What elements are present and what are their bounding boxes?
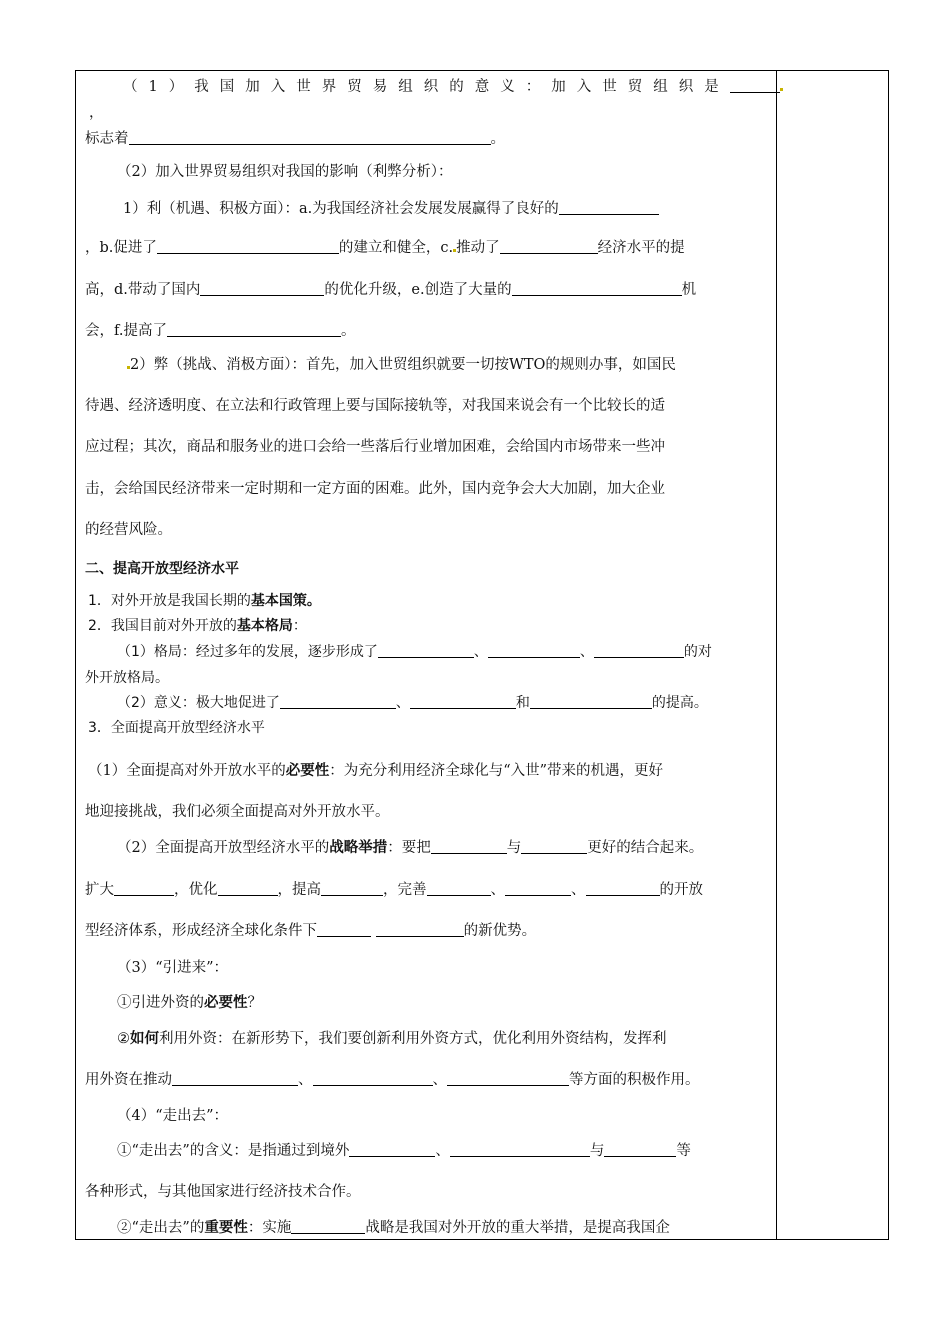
text-line: 外开放格局。 — [85, 670, 169, 686]
blank-field[interactable] — [521, 838, 587, 854]
blank-field[interactable] — [450, 1141, 590, 1157]
text-line: 1）利（机遇、积极方面）：a.为我国经济社会发展发展赢得了良好的 — [123, 199, 659, 219]
worksheet-table — [75, 70, 889, 1240]
text-line: 3．全面提高开放型经济水平 — [88, 720, 265, 736]
blank-field[interactable] — [427, 880, 491, 896]
text-line: ，b.促进了 的建立和健全，c. 推动了 经济水平的提 — [85, 240, 685, 256]
blank-field[interactable] — [313, 1070, 433, 1086]
blank-field[interactable] — [488, 642, 580, 658]
text-line: （2）加入世界贸易组织对我国的影响（利弊分析）： — [117, 164, 453, 180]
blank-field[interactable] — [172, 1070, 298, 1086]
blank-field[interactable] — [378, 642, 474, 658]
text-line: ②“走出去”的重要性：实施 战略是我国对外开放的重大举措，是提高我国企 — [117, 1219, 670, 1236]
blank-field[interactable] — [500, 238, 598, 254]
blank-field[interactable] — [114, 880, 174, 896]
text-line: 型经济体系，形成经济全球化条件下 的新优势。 — [85, 923, 537, 939]
blank-field[interactable] — [594, 642, 684, 658]
text-line: ①“走出去”的含义：是指通过到境外 、 与 等 — [117, 1143, 691, 1159]
blank-field[interactable] — [317, 921, 371, 937]
blank-field[interactable] — [376, 921, 464, 937]
blank-field[interactable] — [730, 77, 780, 93]
blank-field[interactable] — [280, 693, 396, 709]
text-line: （1）格局：经过多年的发展，逐步形成了 、 、 的对 — [117, 644, 712, 660]
text-line: 1．对外开放是我国长期的基本国策。 — [88, 593, 321, 609]
blank-field[interactable] — [291, 1218, 365, 1234]
blank-field[interactable] — [586, 880, 660, 896]
blank-field[interactable] — [218, 880, 278, 896]
text-line: ②如何利用外资：在新形势下，我们要创新利用外资方式，优化利用外资结构，发挥利 — [117, 1030, 667, 1047]
blank-field[interactable] — [321, 880, 383, 896]
text-line: 会，f.提高了 。 — [85, 323, 356, 339]
blank-field[interactable] — [512, 280, 682, 296]
text-line: 2）弊（挑战、消极方面）：首先，加入世贸组织就要一切按WTO的规则办事，如国民 — [127, 355, 676, 375]
column-divider — [776, 71, 777, 1239]
text-line: 高，d.带动了国内 的优化升级，e.创造了大量的 机 — [85, 282, 697, 298]
blank-field[interactable] — [410, 693, 516, 709]
text-line: （2）全面提高开放型经济水平的战略举措：要把 与 更好的结合起来。 — [117, 839, 704, 856]
text-line: 2．我国目前对外开放的基本格局： — [88, 618, 307, 634]
text-line: ①引进外资的必要性？ — [117, 994, 262, 1011]
blank-field[interactable] — [431, 838, 507, 854]
blank-field[interactable] — [505, 880, 571, 896]
blank-field[interactable] — [157, 238, 339, 254]
text-line: 地迎接挑战，我们必须全面提高对外开放水平。 — [85, 804, 390, 820]
text-line: 待遇、经济透明度、在立法和行政管理上要与国际接轨等，对我国来说会有一个比较长的适 — [85, 398, 665, 414]
blank-field[interactable] — [604, 1141, 676, 1157]
text-line: （4）“走出去”： — [117, 1108, 229, 1124]
blank-field[interactable] — [129, 129, 491, 145]
text-line: 应过程；其次，商品和服务业的进口会给一些落后行业增加困难，会给国内市场带来一些冲 — [85, 439, 665, 455]
blank-field[interactable] — [349, 1141, 435, 1157]
text-line: 的经营风险。 — [85, 522, 172, 538]
text-line: 用外资在推动 、 、 等方面的积极作用。 — [85, 1072, 700, 1088]
blank-field[interactable] — [447, 1070, 569, 1086]
section-heading: 二、提高开放型经济水平 — [85, 561, 239, 577]
blank-field[interactable] — [167, 321, 341, 337]
text-line: （1）全面提高对外开放水平的必要性：为充分利用经济全球化与“入世”带来的机遇，更好 — [88, 762, 664, 779]
blank-field[interactable] — [559, 199, 659, 215]
blank-field[interactable] — [200, 280, 324, 296]
text-line: 扩大 ，优化 ，提高 ，完善 、 、 的开放 — [85, 882, 703, 898]
text-line: 击，会给国民经济带来一定时期和一定方面的困难。此外，国内竞争会大大加剧，加大企业 — [85, 481, 665, 497]
blank-field[interactable] — [530, 693, 652, 709]
text-line: （1）我国加入世界贸易组织的意义：加入世贸组织是 — [123, 77, 783, 97]
text-line: 各种形式，与其他国家进行经济技术合作。 — [85, 1184, 361, 1200]
text-line: （2）意义：极大地促进了 、 和 的提高。 — [117, 695, 708, 711]
text-line: （3）“引进来”： — [117, 960, 229, 976]
text-line: ， — [89, 105, 104, 121]
text-line: 标志着 。 — [85, 131, 505, 147]
